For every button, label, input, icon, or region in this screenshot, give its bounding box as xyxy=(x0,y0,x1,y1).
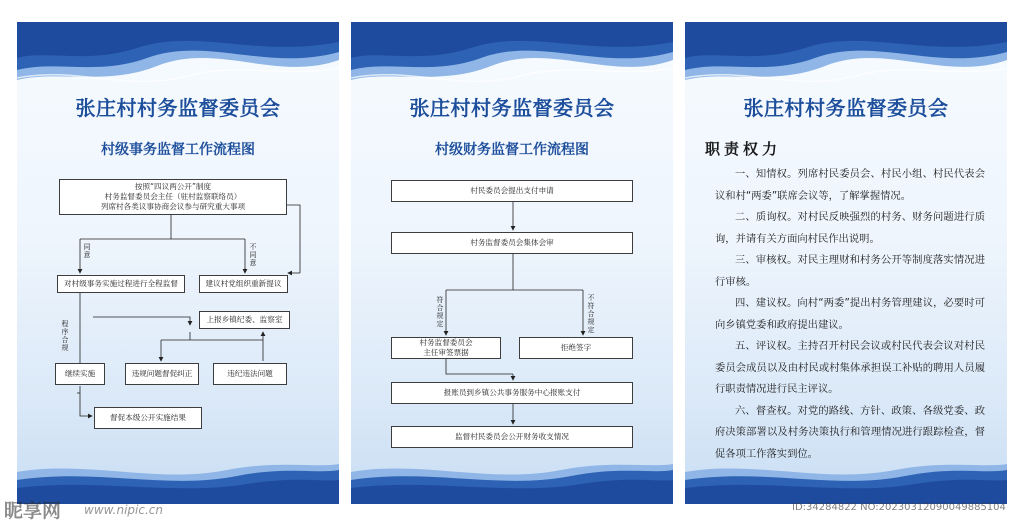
flow-node-collective-review: 村务监督委员会集体会审 xyxy=(391,232,633,254)
duty-item: 二、质询权。对村民反映强烈的村务、财务问题进行质询，并请有关方面向村民作出说明。 xyxy=(715,211,985,245)
edge-label-comply: 符合规定 xyxy=(436,296,444,328)
flow-node-apply-payment: 村民委员会提出支付申请 xyxy=(391,180,633,202)
flow-node-refuse-sign: 拒绝签字 xyxy=(519,337,633,359)
duty-item: 五、评议权。主持召开村民会议或村民代表会议对村民委员会成员以及由村民或村集体承担误工补贴的聘用人员履行职责情况进行民主评议。 xyxy=(715,340,985,395)
flow-node-publish-results: 督促本级公开实施结果 xyxy=(94,407,202,429)
org-title: 张庄村村务监督委员会 xyxy=(75,96,281,120)
flow-node-correct-violations: 违规问题督促纠正 xyxy=(125,363,199,385)
duties-list xyxy=(715,164,985,465)
flow-node-continue: 继续实施 xyxy=(55,363,105,385)
flow-node-re-propose: 建议村党组织重新提议 xyxy=(199,275,288,293)
edge-label-disagree: 不同意 xyxy=(249,243,257,267)
bottom-wave-decoration xyxy=(685,458,1007,504)
panel-village-affairs xyxy=(17,22,339,504)
flow-heading: 村级事务监督工作流程图 xyxy=(101,142,255,158)
panel-village-finance xyxy=(351,22,673,504)
org-title: 张庄村村务监督委员会 xyxy=(409,96,615,120)
flow-node-director-sign-line2: 主任审签票据 xyxy=(423,348,469,357)
flow-node-director-sign xyxy=(391,337,501,359)
edge-label-not-comply: 不符合规定 xyxy=(587,294,595,334)
flow-node-illegal-issues: 违纪违法问题 xyxy=(213,363,287,385)
flow-heading: 村级财务监督工作流程图 xyxy=(435,142,589,158)
panel-duties-powers xyxy=(685,22,1007,504)
flow-node-director-sign-line1: 村务监督委员会 xyxy=(419,338,473,347)
flow-node-full-supervision: 对村级事务实施过程进行全程监督 xyxy=(57,275,185,293)
flow-node-top xyxy=(59,179,287,215)
duty-item: 三、审核权。对民主理财和村务公开等制度落实情况进行审核。 xyxy=(715,254,985,288)
flow-node-top-line3: 列席村各类议事协商会议参与研究重大事项 xyxy=(100,202,246,211)
duty-item: 六、督查权。对党的路线、方针、政策、各级党委、政府决策部署以及村务决策执行和管理情况进行跟踪检查，督促各项工作落实到位。 xyxy=(715,404,985,460)
top-wave-decoration xyxy=(685,22,1007,102)
edge-label-compliant: 程序合规 xyxy=(61,320,69,352)
duty-item: 一、知情权。列席村民委员会、村民小组、村民代表会议和村“两委”联席会议等，了解掌握情况。 xyxy=(715,168,985,202)
duties-heading: 职责权力 xyxy=(705,140,782,158)
bottom-wave-decoration xyxy=(351,458,673,504)
watermark-id: ID:34284822 NO:20230312090049885104 xyxy=(792,502,1006,513)
flow-node-publish-finance: 监督村民委员会公开财务收支情况 xyxy=(391,426,633,448)
flow-node-reimburse: 报账员到乡镇公共事务服务中心报账支付 xyxy=(391,382,633,404)
flow-node-top-line2: 村务监督委员会主任（驻村监察联络员） xyxy=(104,192,242,201)
affairs-flow-connectors xyxy=(17,22,339,504)
edge-label-agree: 同意 xyxy=(83,243,91,259)
org-title: 张庄村村务监督委员会 xyxy=(743,96,949,120)
flow-node-report-discipline: 上报乡镇纪委、监察室 xyxy=(199,311,290,329)
bottom-wave-decoration xyxy=(17,458,339,504)
flow-node-top-line1: 按照“四议两公开”制度 xyxy=(134,182,212,191)
watermark-brand: 昵享网 xyxy=(4,500,62,522)
watermark-url: www.nipic.cn xyxy=(84,503,163,517)
duty-item: 四、建议权。向村“两委”提出村务管理建议，必要时可向乡镇党委和政府提出建议。 xyxy=(715,297,985,331)
